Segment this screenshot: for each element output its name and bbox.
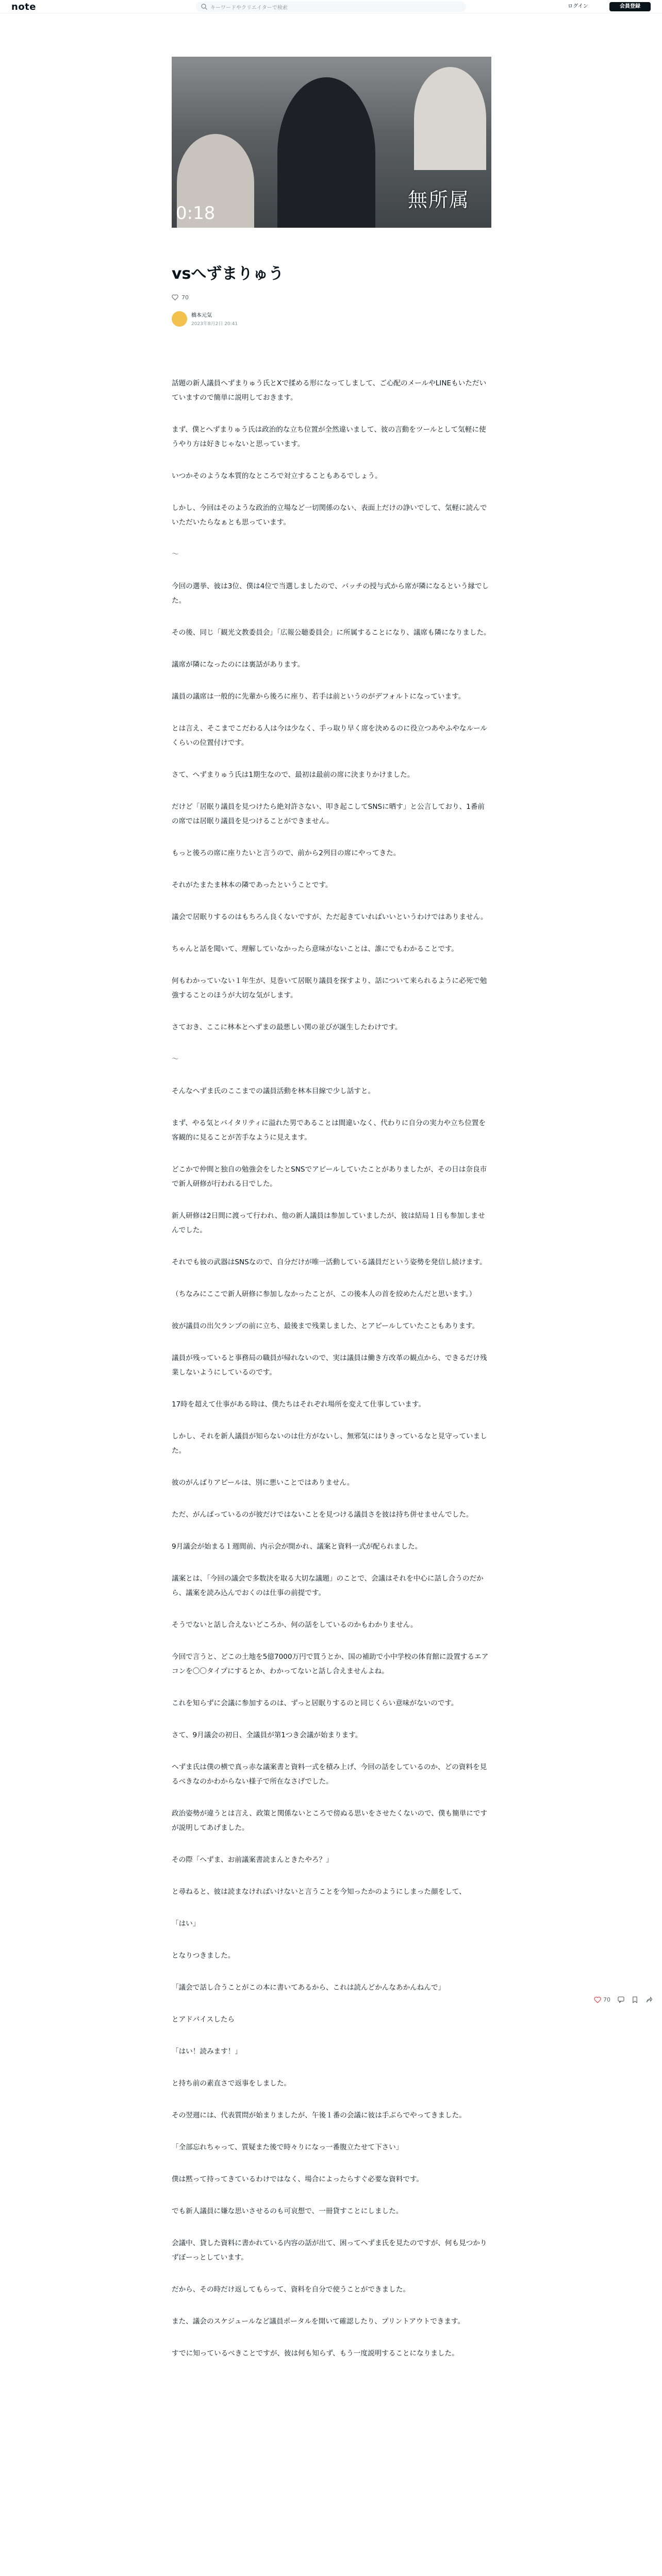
article-paragraph: でも新人議員に嫌な思いさせるのも可哀想で、一冊貸すことにしました。 [172,2207,403,2215]
article-paragraph: それがたまたま林本の隣であったということです。 [172,881,333,889]
article-paragraph: 会議中、貸した資料に書かれている内容の話が出て、困ってへずま氏を見たのですが、何も見つかりずぼーっとしています。 [172,2239,487,2262]
search-bar[interactable] [196,2,466,12]
bookmark-icon[interactable] [632,1996,638,2003]
article-paragraph: すでに知っているべきことですが、彼は何も知らず、もう一度説明することになりました。 [172,2349,459,2358]
article-paragraph: そんなへずま氏のここまでの議員活動を林本目線で少し話すと。 [172,1087,375,1095]
article-paragraph: となりつきました。 [172,1952,235,1960]
article-paragraph: 彼が議員の出欠ランプの前に立ち、最後まで残業しました、とアピールしていたこともあります。 [172,1322,479,1330]
like-summary[interactable] [172,294,189,301]
article-paragraph: 「はい！読みます！」 [172,2047,242,2056]
article-paragraph: と尋ねると、彼は読まなければいけないと言うことを今知ったかのようにしまった顔をして、 [172,1888,466,1896]
article-body [172,376,491,2378]
site-header [0,0,662,13]
article-paragraph: 話題の新人議員へずまりゅう氏とXで揉める形になってしまして、ご心配のメールやLINEもいただいていますので簡単に説明しておきます。 [172,379,487,402]
article-paragraph: その後、同じ「観光文教委員会」「広報公聴委員会」に所属することになり、議席も隣になりました。 [172,629,491,637]
article-paragraph: 今回で言うと、どこの土地を5億7000万円で買うとか、国の補助で小中学校の体育館に設置するエアコンを〇〇タイプにするとか、わかってないと話し合えませんよね。 [172,1653,489,1675]
article-paragraph: 議席が隣になったのには裏話があります。 [172,660,305,669]
article-paragraph: そうでないと話し合えないどころか、何の話をしているのかもわかりません。 [172,1621,418,1629]
article-paragraph: 17時を超えて仕事がある時は、僕たちはそれぞれ場所を変えて仕事しています。 [172,1400,425,1409]
avatar[interactable] [172,311,187,327]
article-paragraph: 「議会で話し合うことがこの本に書いてあるから、これは読んどかんなあかんねんで」 [172,1984,445,1992]
article-paragraph: どこかで仲間と独自の勉強会をしたとSNSでアピールしていたことがありましたが、その日は奈良市で新人研修が行われる日でした。 [172,1165,487,1188]
article-paragraph: 「全部忘れちゃって、質疑また後で時々りになっ一番腹立たせて下さい」 [172,2143,403,2151]
article-paragraph: その際「へずま、お前議案書読まんときたやろ？」 [172,1856,333,1864]
article-paragraph: しかし、それを新人議員が知らないのは仕方がないし、無邪気にはりきっているなと見守っていました。 [172,1432,487,1455]
article-paragraph: 「はい」 [172,1920,200,1928]
article-paragraph: 9月議会が始まる１週間前、内示会が開かれ、議案と資料一式が配られました。 [172,1543,422,1551]
like-count: 70 [603,1996,610,2003]
article-paragraph: 議員が残っていると事務局の職員が帰れないので、実は議員は働き方改革の観点から、できるだけ残業しないようにしているのです。 [172,1354,487,1377]
comment-icon[interactable] [618,1996,624,2003]
article-paragraph: しかし、今回はそのような政治的立場など一切関係のない、表面上だけの諍いでして、気軽に読んでいただいたらなぁとも思っています。 [172,504,487,527]
article-paragraph: とは言え、そこまでこだわる人は今は少なく、手っ取り早く席を決めるのに役立つあやふやなルールくらいの位置付けです。 [172,724,487,747]
article-title: vsへずまりゅう [172,265,284,283]
article-paragraph: 彼のがんばりアピールは、別に悪いことではありません。 [172,1479,354,1487]
article-paragraph: だけど「居眠り議員を見つけたら絶対許さない、叩き起こしてSNSに晒す」と公言しており、1番前の席では居眠り議員を見つけることができません。 [172,803,485,825]
action-bar [594,1996,653,2003]
video-thumbnail[interactable] [172,57,491,228]
article-paragraph: ただ、がんばっているのが彼だけではないことを見つける議員さを彼は持ち併せませんでした。 [172,1511,473,1519]
search-icon [201,3,208,10]
article-paragraph: さておき、ここに林本とへずまの最悪しい関の並びが誕生したわけです。 [172,1023,402,1031]
article-paragraph: 何もわかっていない１年生が、見巻いて居眠り議員を探すより、話について来られるように必死で勉強することのほうが大切な気がします。 [172,977,487,999]
article-paragraph: 今回の選挙、彼は3位、僕は4位で当選しましたので、バッチの授与式から席が隣になるという縁でした。 [172,582,489,605]
article-paragraph: まず、やる気とバイタリティに溢れた男であることは間違いなく、代わりに自分の実力や立ち位置を客観的に見ることが苦手なように見えます。 [172,1119,486,1142]
article-paragraph: もっと後ろの席に座りたいと言うので、前から2列目の席にやってきた。 [172,849,401,857]
like-button[interactable] [594,1996,610,2003]
login-button[interactable]: ログイン [568,4,588,9]
article-paragraph: とアドバイスしたら [172,2015,235,2024]
search-input[interactable]: キーワードやクリエイターで検索 [210,5,288,11]
author-block[interactable] [172,311,238,327]
article-paragraph: 議員の議席は一般的に先輩から後ろに座り、若手は前というのがデフォルトになっています。 [172,692,466,701]
like-count: 70 [181,294,189,301]
article-paragraph: その翌週には、代表質問が始まりましたが、午後１番の会議に彼は手ぶらでやってきました。 [172,2111,466,2120]
video-caption: 無所属 [407,189,470,211]
article-paragraph: （ちなみにここで新人研修に参加しなかったことが、この後本人の首を絞めたんだと思います。） [172,1290,476,1298]
article-paragraph: いつかそのような本質的なところで対立することもあるでしょう。 [172,472,382,480]
article-paragraph: ちゃんと話を聞いて、理解していなかったら意味がないことは、誰にでもわかることです。 [172,945,458,953]
article-paragraph: 〜 [172,1055,179,1063]
note-logo[interactable]: note [11,2,36,12]
heart-icon [594,1996,601,2003]
article-paragraph: 新人研修は2日間に渡って行われ、他の新人議員は参加していましたが、彼は結局１日も参加しませんでした。 [172,1212,485,1234]
post-date: 2023年8月2日 20:41 [191,321,238,327]
signup-button[interactable]: 会員登録 [609,2,651,11]
article-paragraph: へずま氏は僕の横で真っ赤な議案書と資料一式を積み上げ、今回の話をしているのか、どの資料を見るべきなのかわからない様子で所在なさげでした。 [172,1763,487,1786]
article-paragraph: 僕は黙って持ってきているわけではなく、場合によったらすぐ必要な資料です。 [172,2175,424,2183]
article-paragraph: 政治姿勢が違うとは言え、政策と関係ないところで傍ぬる思いをさせたくないので、僕も簡単にですが説明してあげました。 [172,1809,488,1832]
article-paragraph: まず、僕とへずまりゅう氏は政治的な立ち位置が全然違いまして、彼の言動をツールとして気軽に使うやり方は好きじゃないと思っています。 [172,426,486,448]
article-paragraph: それでも彼の武器はSNSなので、自分だけが唯一活動している議員だという姿勢を発信し続けます。 [172,1258,487,1266]
video-person-center [277,77,375,228]
article-paragraph: また、議会のスケジュールなど議員ポータルを開いて確認したり、プリントアウトできます。 [172,2317,465,2326]
share-icon[interactable] [646,1996,653,2003]
article-paragraph: さて、へずまりゅう氏は1期生なので、最初は最前の席に決まりかけました。 [172,771,415,779]
article-paragraph: 議会で居眠りするのはもちろん良くないですが、ただ起きていればいいというわけではありません。 [172,913,488,921]
video-person-right [414,67,486,170]
article-paragraph: だから、その時だけ返してもらって、資料を自分で使うことができました。 [172,2285,410,2294]
article-paragraph: これを知らずに会議に参加するのは、ずっと居眠りするのと同じくらい意味がないのです。 [172,1699,458,1707]
author-name[interactable]: 橋本元気 [191,313,212,318]
heart-icon[interactable] [172,294,178,300]
video-duration: 0:18 [176,203,216,224]
article-paragraph: 〜 [172,550,179,558]
article-paragraph: 議案とは、「今回の議会で多数決を取る大切な議題」のことで、会議はそれを中心に話し合うのだから、議案を読み込んでおくのは仕事の前提です。 [172,1574,484,1597]
article-paragraph: と持ち前の素直さで返事をしました。 [172,2079,291,2088]
article-paragraph: さて、9月議会の初日、全議員が第1つき会議が始まります。 [172,1731,362,1739]
